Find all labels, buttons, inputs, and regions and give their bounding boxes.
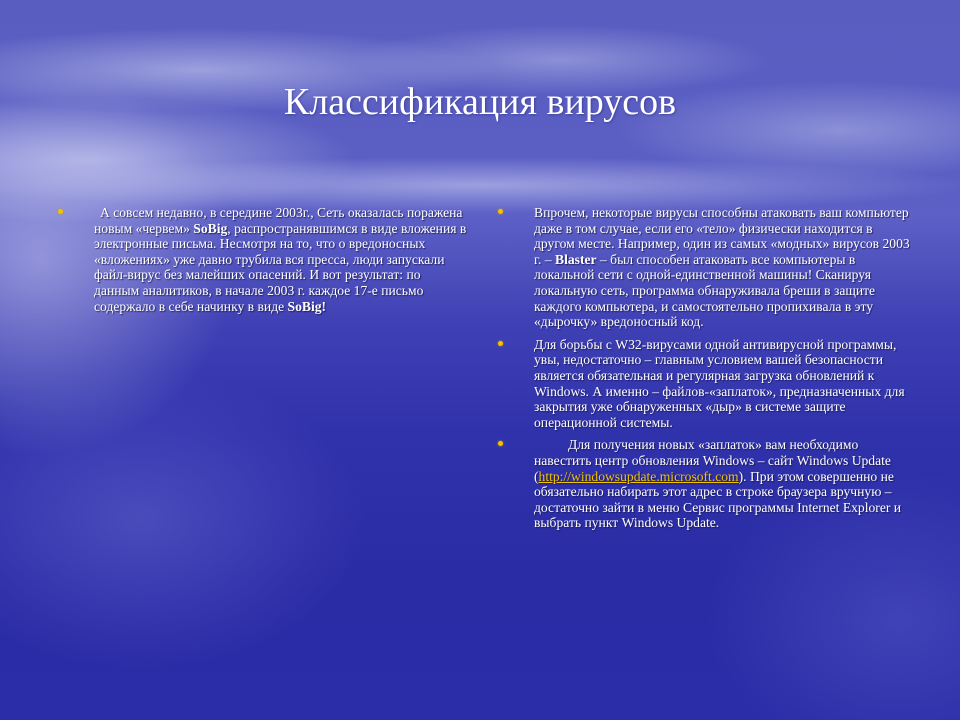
virus-name-blaster: Blaster xyxy=(555,251,597,267)
list-item xyxy=(498,337,910,431)
bullet-icon xyxy=(498,441,503,446)
item-text: Для борьбы с W32-вирусами одной антивирусной программы, увы, недостаточно – главным условием вашей безопасности является обязательная и регулярная загрузка обновлений к Windows. А именно – файлов-«заплаток», предназначенных для закрытия уже обнаруженных «дыр» в системе защите операционной системы. xyxy=(534,336,905,430)
left-text-column xyxy=(58,205,468,321)
virus-name-sobig: SoBig xyxy=(193,220,228,236)
bullet-icon xyxy=(498,341,503,346)
list-item xyxy=(498,205,910,330)
item-text: , распространявшимся в виде вложения в электронные письма. Несмотря на то, что о вредоносных «вложениях» уже давно трубила вся пресса, люди запускали файл-вирус без малейших опасений. И вот результат: по данным аналитиков, в начале 2003 г. каждое 17-е письмо содержало в себе начинку в виде xyxy=(94,220,467,314)
right-text-column xyxy=(498,205,910,538)
item-text: – был способен атаковать все компьютеры в локальной сети с одной-единственной машины! Сканируя локальную сеть, программа обнаруживала бреши в защите каждого компьютера, и самостоятельно пропихивала в эту «дырочку» вредоносный код. xyxy=(534,251,876,330)
windows-update-link[interactable]: http://windowsupdate.microsoft.com xyxy=(538,468,739,484)
virus-name-sobig: SoBig! xyxy=(287,298,327,314)
list-item xyxy=(58,205,468,314)
list-item xyxy=(498,437,910,531)
right-bullet-list xyxy=(498,205,910,531)
item-text: ). При этом совершенно не обязательно набирать этот адрес в строке браузера вручную – достаточно зайти в меню Сервис программы Internet Explorer и выбрать пункт Windows Update. xyxy=(534,468,902,531)
left-bullet-list xyxy=(58,205,468,314)
bullet-icon xyxy=(498,209,503,214)
item-text: Впрочем, некоторые вирусы способны атаковать ваш компьютер даже в том случае, если его «тело» физически находится в другом месте. Например, один из самых «модных» вирусов 2003 г. – xyxy=(534,205,910,267)
item-text: Для получения новых «заплаток» вам необходимо навестить центр обновления Windows – сайт Windows Update ( xyxy=(534,437,891,484)
slide-title: Классификация вирусов xyxy=(283,81,677,123)
bullet-icon xyxy=(58,209,63,214)
item-text: А совсем недавно, в середине 2003г., Сеть оказалась поражена новым «червем» xyxy=(94,205,463,236)
